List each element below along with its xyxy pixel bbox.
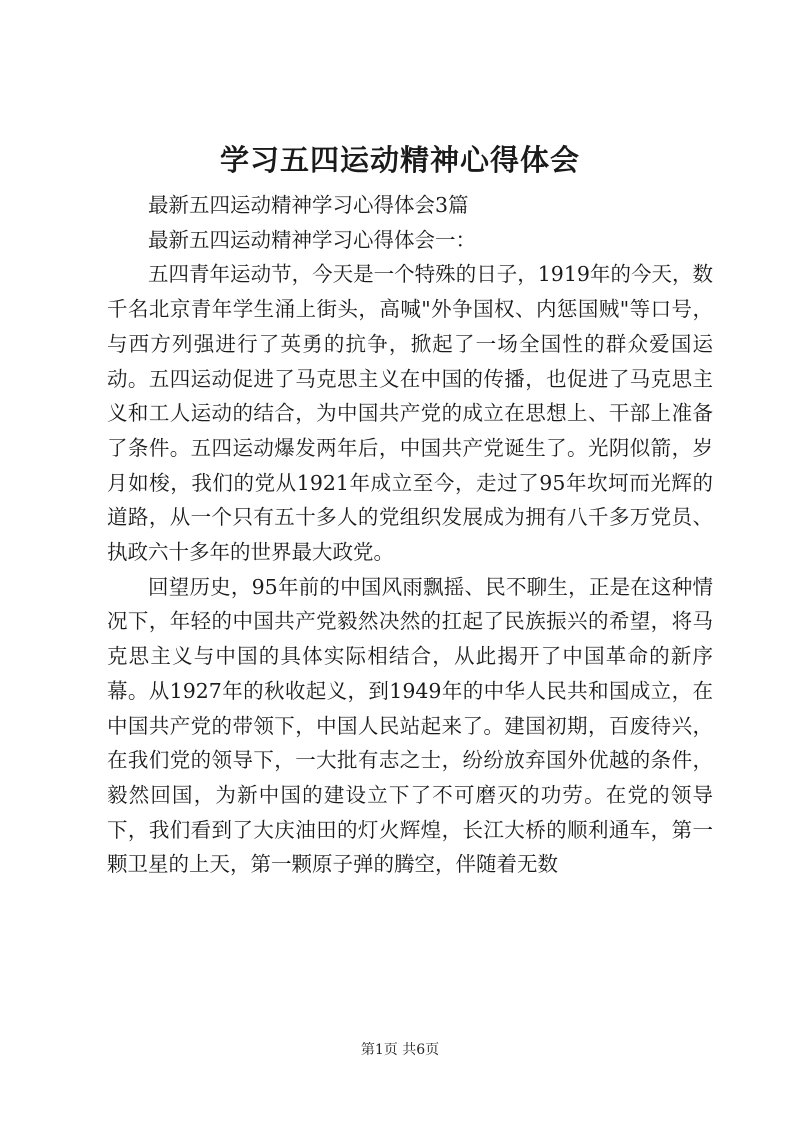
document-title: 学习五四运动精神心得体会 bbox=[219, 143, 580, 177]
paragraph-body-2: 回望历史，95年前的中国风雨飘摇、民不聊生，正是在这种情况下，年轻的中国共产党毅然决然的扛起了民族振兴的希望，将马克思主义与中国的具体实际相结合，从此揭开了中国革命的新序幕。从1927年的秋收起义，到1949年的中华人民共和国成立，在中国共产党的带领下，中国人民站起来了。建国初期，百废待兴，在我们党的领导下，一大批有志之士，纷纷放弃国外优越的条件，毅然回国，为新中国的建设立下了不可磨灭的功劳。在党的领导下，我们看到了大庆油田的灯火辉煌，长江大桥的顺利通车，第一颗卫星的上天，第一颗原子弹的腾空，伴随着无数 bbox=[107, 574, 713, 877]
page-footer: 第1页 共6页 bbox=[360, 1042, 440, 1058]
document-body bbox=[107, 188, 713, 882]
paragraph-section-heading: 最新五四运动精神学习心得体会一： bbox=[148, 227, 476, 252]
paragraph-subtitle: 最新五四运动精神学习心得体会3篇 bbox=[148, 193, 469, 217]
paragraph-body-1: 五四青年运动节，今天是一个特殊的日子，1919年的今天，数千名北京青年学生涌上街头，高喊"外争国权、内惩国贼"等口号，与西方列强进行了英勇的抗争，掀起了一场全国性的群众爱国运动。五四运动促进了马克思主义在中国的传播，也促进了马克思主义和工人运动的结合，为中国共产党的成立在思想上、干部上准备了条件。五四运动爆发两年后，中国共产党诞生了。光阴似箭，岁月如梭，我们的党从1921年成立至今，走过了95年坎坷而光辉的道路，从一个只有五十多人的党组织发展成为拥有八千多万党员、执政六十多年的世界最大政党。 bbox=[107, 262, 713, 565]
